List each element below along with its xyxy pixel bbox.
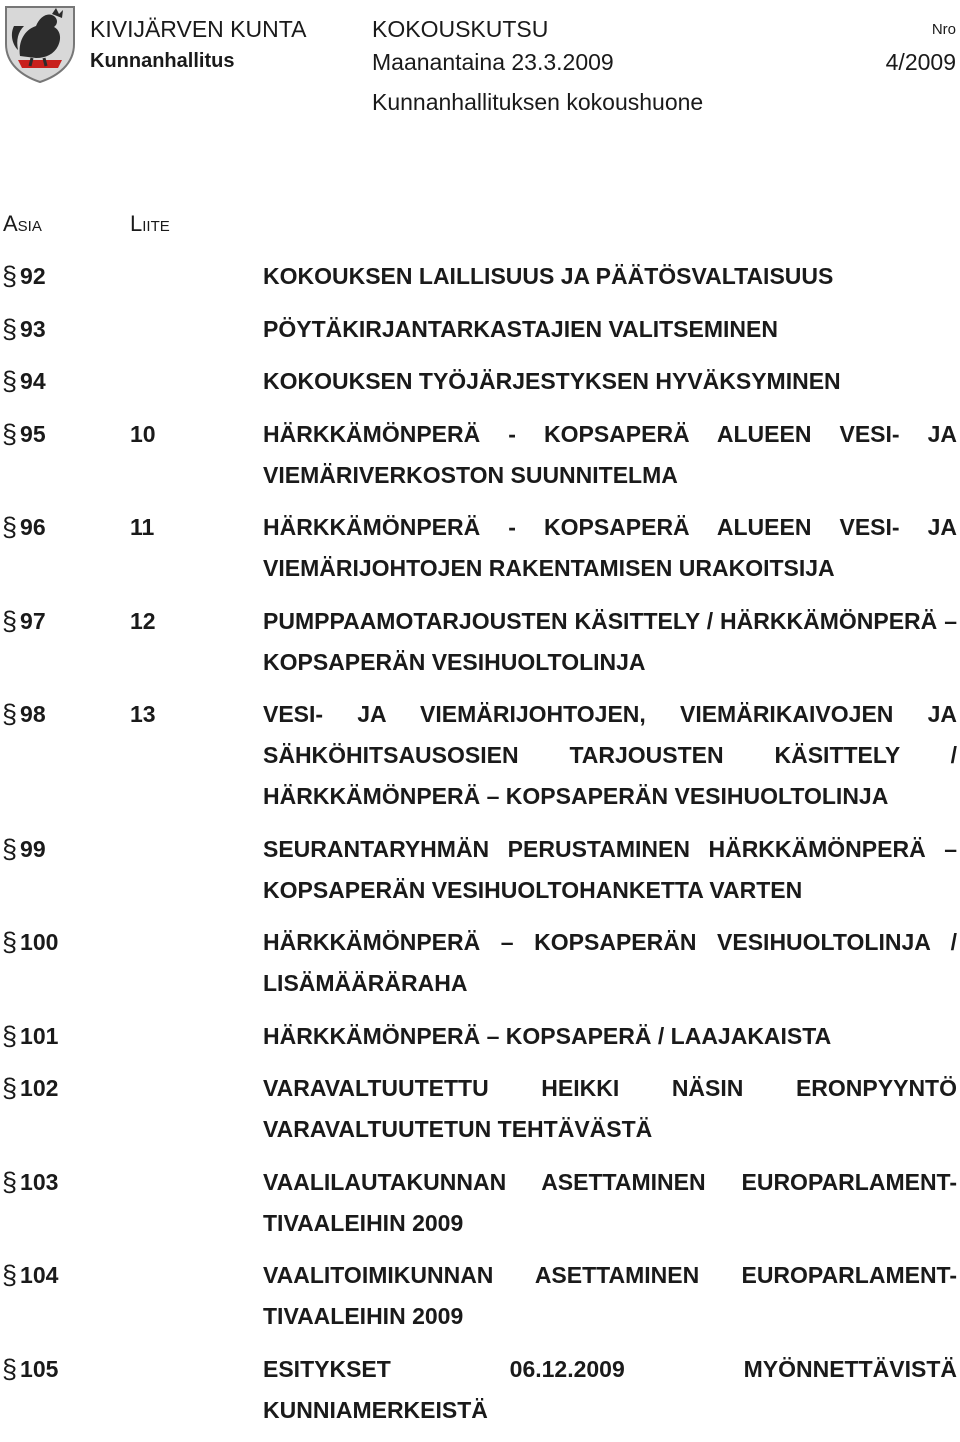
agenda-item — [0, 414, 960, 496]
section-sign: § — [2, 1020, 18, 1051]
item-number-value: 92 — [20, 263, 46, 289]
section-sign: § — [2, 1353, 18, 1384]
section-sign: § — [2, 699, 18, 729]
document-type: KOKOUSKUTSU — [372, 16, 549, 42]
agenda-item — [0, 1016, 960, 1057]
section-sign: § — [2, 418, 18, 449]
municipality-name: KIVIJÄRVEN KUNTA — [90, 16, 307, 42]
item-number-value: 105 — [20, 1355, 59, 1382]
number-label: Nro — [931, 21, 956, 38]
agenda-item — [0, 1162, 960, 1244]
item-number-value: 104 — [20, 1262, 59, 1288]
document-number: 4/2009 — [885, 49, 956, 75]
item-title: VAALILAUTAKUNNAN ASETTAMINEN EUROPARLAMENT-TIVAALEIHIN 2009 — [263, 1168, 957, 1236]
item-number-value: 100 — [20, 929, 59, 955]
agenda-item — [0, 1255, 960, 1337]
section-sign: § — [2, 1166, 18, 1197]
item-title: VAALITOIMIKUNNAN ASETTAMINEN EUROPARLAMENT-TIVAALEIHIN 2009 — [263, 1262, 957, 1329]
item-number — [2, 256, 46, 297]
agenda-item — [0, 1349, 960, 1431]
item-title: VESI- JA VIEMÄRIJOHTOJEN, VIEMÄRIKAIVOJEN JA SÄHKÖHITSAUSOSIEN TARJOUSTEN KÄSITTELY / HÄRKKÄMÖNPERÄ – KOPSAPERÄN VESIHUOLTOLINJA — [263, 701, 957, 809]
item-title: KOKOUKSEN TYÖJÄRJESTYKSEN HYVÄKSYMINEN — [263, 368, 841, 394]
item-title: HÄRKKÄMÖNPERÄ – KOPSAPERÄ / LAAJAKAISTA — [263, 1022, 832, 1049]
item-title: SEURANTARYHMÄN PERUSTAMINEN HÄRKKÄMÖNPERÄ – KOPSAPERÄN VESIHUOLTOHANKETTA VARTEN — [263, 835, 957, 903]
section-sign: § — [2, 833, 18, 864]
item-number — [2, 1162, 58, 1203]
item-number — [2, 829, 46, 870]
item-number-value: 102 — [20, 1075, 59, 1101]
section-sign: § — [2, 1073, 18, 1103]
item-title: VARAVALTUUTETTU HEIKKI NÄSIN ERONPYYNTÖ VARAVALTUUTETUN TEHTÄVÄSTÄ — [263, 1075, 957, 1142]
section-sign: § — [2, 261, 18, 291]
item-number-value: 99 — [20, 835, 46, 862]
agenda-item — [0, 309, 960, 350]
agenda-item — [0, 694, 960, 817]
item-attachment: 13 — [130, 701, 156, 727]
item-number — [2, 1349, 58, 1390]
column-header-liite: Liite — [130, 211, 170, 236]
section-sign: § — [2, 1260, 18, 1290]
board-name: Kunnanhallitus — [90, 50, 235, 72]
agenda-list — [0, 256, 960, 1442]
section-sign: § — [2, 313, 18, 344]
item-number-value: 96 — [20, 514, 46, 540]
item-title: ESITYKSET 06.12.2009 MYÖNNETTÄVISTÄ KUNNIAMERKEISTÄ — [263, 1355, 957, 1423]
item-number — [2, 1255, 58, 1296]
item-title: KOKOUKSEN LAILLISUUS JA PÄÄTÖSVALTAISUUS — [263, 263, 834, 289]
item-title: HÄRKKÄMÖNPERÄ – KOPSAPERÄN VESIHUOLTOLINJA / LISÄMÄÄRÄRAHA — [263, 929, 957, 996]
item-number-value: 103 — [20, 1168, 59, 1195]
section-sign: § — [2, 605, 18, 636]
item-number-value: 95 — [20, 420, 46, 447]
agenda-item — [0, 601, 960, 683]
item-number — [2, 1016, 58, 1057]
item-attachment: 12 — [130, 607, 156, 634]
item-number — [2, 694, 46, 735]
item-attachment: 11 — [130, 514, 155, 540]
item-number-value: 94 — [20, 368, 46, 394]
item-attachment: 10 — [130, 420, 156, 447]
item-number-value: 93 — [20, 315, 46, 342]
section-sign: § — [2, 512, 18, 542]
item-title: HÄRKKÄMÖNPERÄ - KOPSAPERÄ ALUEEN VESI- JA VIEMÄRIJOHTOJEN RAKENTAMISEN URAKOITSIJA — [263, 514, 957, 581]
agenda-item — [0, 829, 960, 911]
agenda-item — [0, 922, 960, 1004]
agenda-item — [0, 507, 960, 589]
agenda-item — [0, 361, 960, 402]
agenda-item — [0, 1068, 960, 1150]
item-number — [2, 361, 46, 402]
item-number-value: 101 — [20, 1022, 59, 1049]
item-title: PÖYTÄKIRJANTARKASTAJIEN VALITSEMINEN — [263, 315, 778, 342]
item-number — [2, 1068, 58, 1109]
item-number — [2, 922, 58, 963]
item-title: PUMPPAAMOTARJOUSTEN KÄSITTELY / HÄRKKÄMÖNPERÄ – KOPSAPERÄN VESIHUOLTOLINJA — [263, 607, 957, 675]
meeting-room: Kunnanhallituksen kokoushuone — [372, 89, 704, 115]
section-sign: § — [2, 927, 18, 957]
municipal-crest-icon — [2, 4, 78, 84]
section-sign: § — [2, 366, 18, 396]
item-number-value: 97 — [20, 607, 46, 634]
item-number — [2, 309, 46, 350]
agenda-item — [0, 256, 960, 297]
item-number — [2, 601, 46, 642]
column-header-asia: Asia — [3, 211, 42, 236]
item-number-value: 98 — [20, 701, 46, 727]
item-title: HÄRKKÄMÖNPERÄ - KOPSAPERÄ ALUEEN VESI- JA VIEMÄRIVERKOSTON SUUNNITELMA — [263, 420, 957, 488]
item-number — [2, 507, 46, 548]
item-number — [2, 414, 46, 455]
meeting-date: Maanantaina 23.3.2009 — [372, 49, 614, 75]
